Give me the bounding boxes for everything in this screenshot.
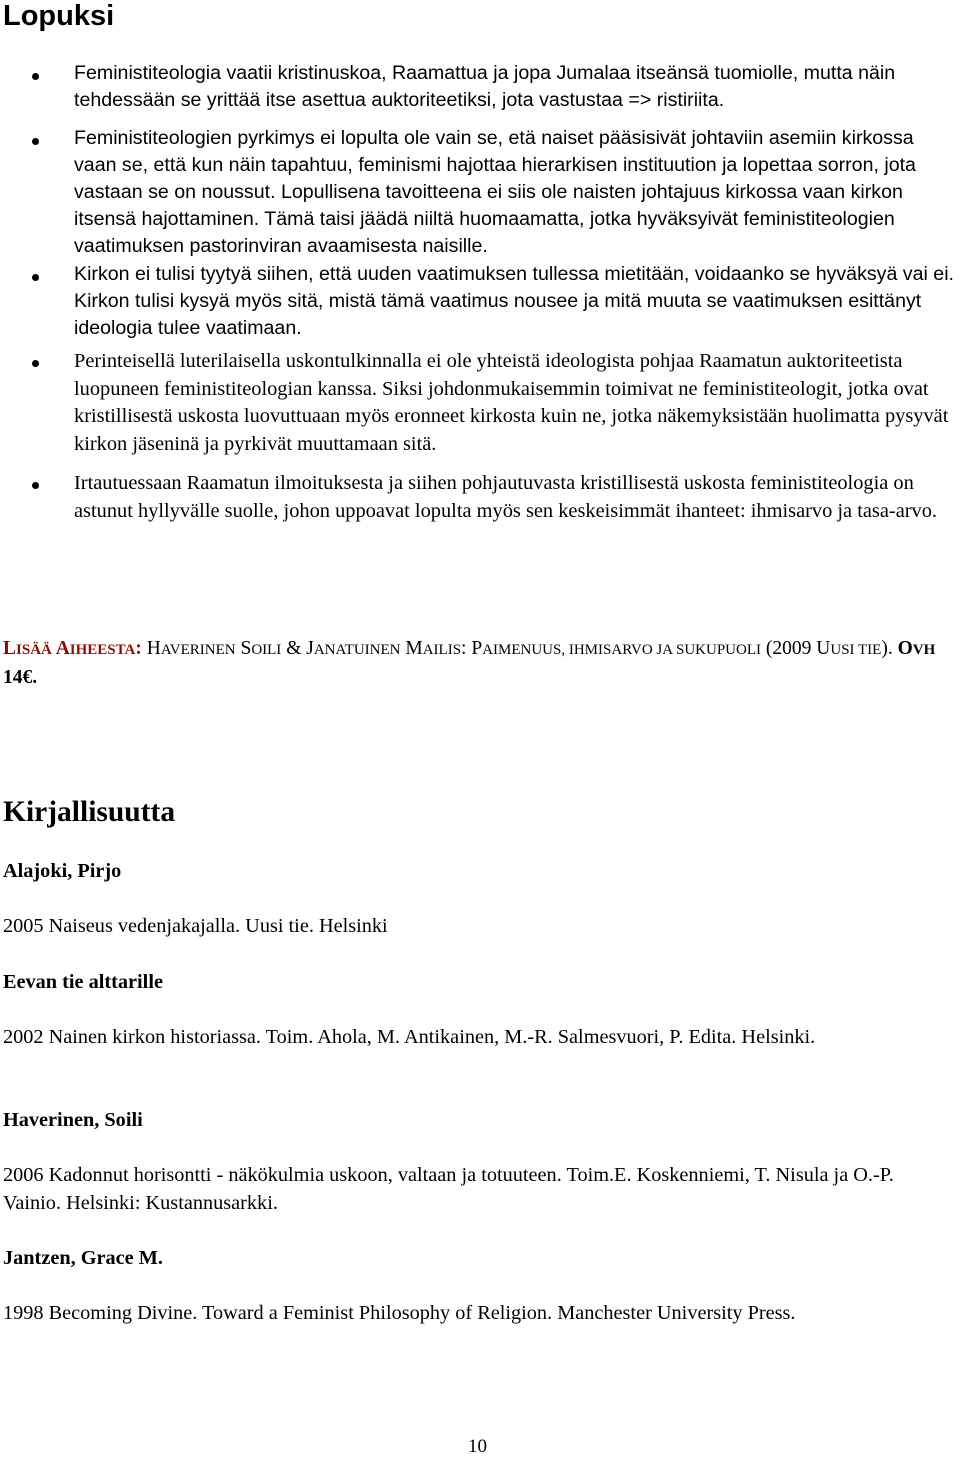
list-item-text: Feministiteologia vaatii kristinuskoa, Raamattua ja jopa Jumalaa itseänsä tuomiolle, mutta näin tehdessään se yrittää itse asettua auktoriteetiksi, jota vastustaa => ristiriita. (74, 62, 896, 111)
bullet-icon (32, 138, 39, 145)
reference-citation: 2005 Naiseus vedenjakajalla. Uusi tie. Helsinki (3, 915, 388, 937)
bullet-icon (32, 482, 39, 489)
reference-author: Haverinen, Soili (3, 1109, 143, 1131)
bullet-icon (32, 274, 39, 281)
reference-citation: 1998 Becoming Divine. Toward a Feminist Philosophy of Religion. Manchester University Press. (3, 1302, 796, 1324)
section-title: Lopuksi (3, 0, 115, 32)
reference-author: Alajoki, Pirjo (3, 860, 122, 882)
reference-author: Jantzen, Grace M. (3, 1247, 163, 1269)
reference-author: Eevan tie alttarille (3, 971, 163, 993)
list-item-text: Feministiteologien pyrkimys ei lopulta ole vain se, etä naiset pääsisivät johtaviin asemiin kirkossa vaan se, että kun näin tapahtuu, feminismi hajottaa hierarkisen instituution ja lopettaa sorron, jota vastaan se on noussut. Lopullisena tavoitteena ei siis ole naisten johtajuus kirkossa vaan kirkon itsensä hajottaminen. Tämä taisi jäädä niiltä huomaamatta, jotka hyväksyivät feministiteologien vaatimuksen pastorinviran avaamisesta naisille. (74, 127, 916, 257)
bullet-icon (32, 73, 39, 80)
list-item (0, 60, 958, 114)
list-item (0, 470, 958, 525)
bullet-icon (32, 360, 39, 367)
list-item-text: Perinteisellä luterilaisella uskontulkinnalla ei ole yhteistä ideologista pohjaa Raamatun auktoriteetista luopuneen feministiteologian kanssa. Siksi johdonmukaisemmin toimivat ne feministiteologit, jotka ovat kristillisestä uskosta luovuttuaan myös eronneet kirkosta kuin ne, jotka näkemyksistään huolimatta pysyvät kirkon jäseninä ja pyrkivät muuttamaan sitä. (74, 350, 949, 455)
reference-citation: 2002 Nainen kirkon historiassa. Toim. Ahola, M. Antikainen, M.-R. Salmesvuori, P. Edita. Helsinki. (3, 1026, 816, 1048)
reference-citation: 2006 Kadonnut horisontti - näkökulmia uskoon, valtaan ja totuuteen. Toim.E. Koskenniemi, T. Nisula ja O.-P. Vainio. Helsinki: Kustannusarkki. (3, 1164, 894, 1214)
list-item-text: Kirkon ei tulisi tyytyä siihen, että uuden vaatimuksen tullessa mietitään, voidaanko se hyväksyä vai ei. Kirkon tulisi kysyä myös sitä, mistä tämä vaatimus nousee ja mitä muuta se vaatimuksen esittänyt ideologia tulee vaatimaan. (74, 263, 954, 339)
list-item (0, 125, 958, 260)
list-item-text: Irtautuessaan Raamatun ilmoituksesta ja siihen pohjautuvasta kristillisestä uskosta feministiteologia on astunut hyllyvälle suolle, johon uppoavat lopulta myös sen keskeisimmät ihanteet: ihmisarvo ja tasa-arvo. (74, 472, 938, 522)
literature-heading: Kirjallisuutta (3, 796, 176, 828)
further-reading: LISÄÄ AIHEESTA: HAVERINEN SOILI & JANATUINEN MAILIS: PAIMENUUS, IHMISARVO JA SUKUPUOLI (2009 UUSI TIE). OVH 14€. (3, 638, 936, 688)
list-item (0, 261, 958, 342)
conclusion-list (0, 54, 958, 525)
list-item (0, 348, 958, 458)
page-number: 10 (468, 1436, 487, 1457)
